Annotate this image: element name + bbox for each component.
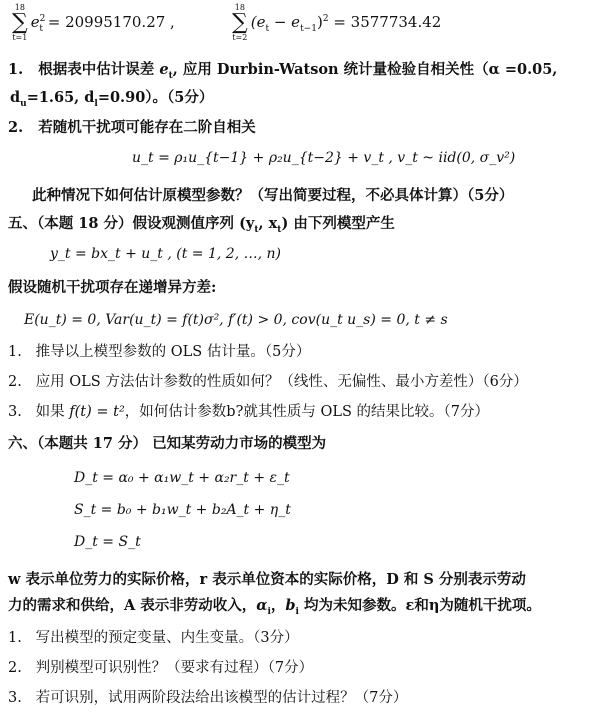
- section6-item-3: [8, 688, 407, 708]
- s6-item1-text: 写出模型的预定变量、内生变量。（3分）: [35, 630, 299, 646]
- q2-number: 2.: [8, 119, 24, 136]
- s5-item3-text-b: ，如何估计参数b?就其性质与 OLS 的结果比较。（7分）: [124, 404, 489, 420]
- sum1-upper: 18: [14, 3, 25, 12]
- section6-header: 六、（本题共 17 分） 已知某劳动力市场的模型为: [8, 435, 327, 452]
- s6-desc2-b-sub: i: [295, 606, 299, 617]
- sum2-expr-b: − e: [269, 12, 301, 31]
- q1-text-b: , 应用: [172, 61, 217, 78]
- q1-du-sub: u: [20, 98, 27, 109]
- sum1-lower: t=1: [12, 33, 28, 42]
- section5-header-end: ) 由下列模型产生: [281, 215, 395, 232]
- q1-dl-sub: l: [94, 98, 98, 109]
- sum-squared-residuals: [12, 4, 175, 42]
- section6-eq-demand: D_t = α₀ + α₁w_t + α₂r_t + ε_t: [74, 470, 290, 486]
- sum1-sub: t: [39, 23, 43, 34]
- q1-du: d: [10, 89, 21, 106]
- s6-desc2-a: 力的需求和供给，A 表示非劳动收入，: [8, 597, 257, 614]
- section5-model: y_t = bx_t + u_t , (t = 1, 2, …, n): [50, 246, 281, 262]
- q2-formula: u_t = ρ₁u_{t−1} + ρ₂u_{t−2} + v_t , v_t ~ iid(0, σ_v²): [132, 150, 516, 166]
- s6-item3-text: 若可识别，试用两阶段法给出该模型的估计过程？（7分）: [35, 690, 408, 706]
- s6-item3-num: 3.: [8, 690, 22, 706]
- sum2-upper: 18: [234, 3, 245, 12]
- s6-item2-text: 判别模型可识别性？（要求有过程）（7分）: [35, 660, 314, 676]
- s6-item1-num: 1.: [8, 630, 22, 646]
- sum2-expr-c: ): [316, 12, 323, 31]
- s5-item3-ft: f(t) = t²: [69, 404, 125, 420]
- q1-e-sub: t: [168, 70, 173, 81]
- s5-item3-text-a: 如果: [35, 404, 70, 420]
- q1-line2b: =1.65, d: [26, 89, 95, 106]
- section5-item-3: [8, 402, 489, 422]
- sum1-value: = 20995170.27 ,: [47, 12, 175, 31]
- s5-item2-num: 2.: [8, 374, 22, 390]
- sum2-expr-a: (e: [250, 12, 266, 31]
- section6-desc-1: w 表示单位劳力的实际价格，r 表示单位资本的实际价格，D 和 S 分别表示劳动: [8, 571, 526, 588]
- section6-eq-equilibrium: D_t = S_t: [74, 534, 141, 550]
- sum2-sub-a: t: [265, 23, 270, 34]
- q2-text: 若随机干扰项可能存在二阶自相关: [38, 119, 256, 136]
- section5-item-2: [8, 372, 528, 392]
- q1-line2: [10, 88, 213, 114]
- s5-item2-text: 应用 OLS 方法估计参数的性质如何？（线性、无偏性、最小方差性）（6分）: [35, 374, 528, 390]
- s5-item3-num: 3.: [8, 404, 22, 420]
- section6-item-1: [8, 628, 299, 648]
- sum2-lower: t=2: [232, 33, 248, 42]
- sum1-expr: e: [30, 12, 40, 31]
- s6-desc2-sep: ，: [270, 597, 286, 614]
- q2-line: [8, 118, 256, 138]
- s6-desc2-end: 均为未知参数。ε和η为随机干扰项。: [298, 597, 541, 614]
- sum2-sup: 2: [322, 13, 329, 24]
- s5-item1-num: 1.: [8, 344, 22, 360]
- section5-header: [8, 214, 395, 240]
- section6-item-2: [8, 658, 313, 678]
- durbin-watson-label: Durbin-Watson: [216, 61, 339, 78]
- section5-sub2: t: [277, 224, 282, 235]
- section5-item-1: [8, 342, 310, 362]
- section5-hetero-intro: 假设随机干扰项存在递增异方差:: [8, 279, 217, 296]
- section6-desc-2: [8, 596, 541, 622]
- q1-line2c: =0.90）。（5分）: [97, 89, 214, 106]
- sum2-sub-b: t−1: [300, 23, 317, 34]
- section5-sub1: t: [254, 224, 259, 235]
- section5-header-a: 五、（本题 18 分）假设观测值序列 (y: [8, 215, 255, 232]
- q1-text-c: 统计量检验自相关性（α =0.05,: [338, 61, 558, 78]
- s6-item2-num: 2.: [8, 660, 22, 676]
- q1-text-a: 根据表中估计误差: [38, 61, 160, 78]
- sum1-sup: 2: [39, 13, 46, 24]
- q1-number: 1.: [8, 61, 24, 78]
- section5-header-mid: , x: [258, 215, 278, 232]
- s6-desc2-alpha: α: [256, 597, 268, 614]
- summation-1: 18 ∑ t=1: [12, 3, 28, 42]
- s6-desc2-alpha-sub: i: [267, 606, 271, 617]
- section5-assumptions: E(u_t) = 0, Var(u_t) = f(t)σ², f′(t) > 0, cov(u_t u_s) = 0, t ≠ s: [24, 312, 448, 328]
- sum-squared-diff: [232, 4, 441, 42]
- q1-e: e: [159, 61, 169, 78]
- s5-item1-text: 推导以上模型参数的 OLS 估计量。（5分）: [35, 344, 311, 360]
- sum2-value: = 3577734.42: [333, 12, 442, 31]
- q1-line1: [8, 60, 557, 86]
- summation-2: 18 ∑ t=2: [232, 3, 248, 42]
- q2-question: 此种情况下如何估计原模型参数？（写出简要过程，不必具体计算）（5分）: [32, 187, 514, 204]
- section6-eq-supply: S_t = b₀ + b₁w_t + b₂A_t + η_t: [74, 502, 291, 518]
- s6-desc2-b: b: [285, 597, 296, 614]
